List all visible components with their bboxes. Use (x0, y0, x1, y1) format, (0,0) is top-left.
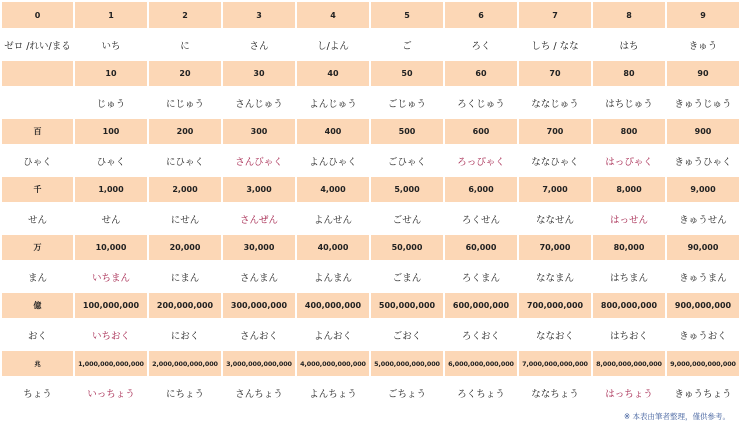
number-cell: 3,000,000,000,000 (223, 351, 295, 376)
reading-cell: はっちょう (593, 378, 665, 407)
reading-cell: よんひゃく (297, 146, 369, 175)
reading-cell: いちまん (75, 262, 147, 291)
reading-cell: ごちょう (371, 378, 443, 407)
reading-row (2, 146, 739, 175)
reading-cell: にせん (149, 204, 221, 233)
number-cell: 70 (519, 61, 591, 86)
number-cell: 7,000,000,000,000 (519, 351, 591, 376)
reading-cell: いち (75, 30, 147, 59)
number-cell: 700 (519, 119, 591, 144)
number-cell: 2,000 (149, 177, 221, 202)
number-cell: 7,000 (519, 177, 591, 202)
reading-cell: ひゃく (75, 146, 147, 175)
number-row (2, 2, 739, 28)
reading-row (2, 262, 739, 291)
number-cell: 7 (519, 2, 591, 28)
number-cell: 6,000,000,000,000 (445, 351, 517, 376)
reading-cell: に (149, 30, 221, 59)
reading-cell: はっせん (593, 204, 665, 233)
reading-cell: ごまん (371, 262, 443, 291)
number-cell: 100,000,000 (75, 293, 147, 318)
reading-cell: よんちょう (297, 378, 369, 407)
number-cell: 500,000,000 (371, 293, 443, 318)
reading-cell: ななおく (519, 320, 591, 349)
reading-cell: にひゃく (149, 146, 221, 175)
reading-row (2, 204, 739, 233)
reading-cell: いっちょう (75, 378, 147, 407)
number-row (2, 119, 739, 144)
reading-cell: よんじゅう (297, 88, 369, 117)
reading-cell: きゅうおく (667, 320, 739, 349)
reading-cell: ろく (445, 30, 517, 59)
number-cell: 30,000 (223, 235, 295, 260)
number-cell: 9,000 (667, 177, 739, 202)
reading-cell: ななちょう (519, 378, 591, 407)
reading-cell: ななまん (519, 262, 591, 291)
number-cell: 600 (445, 119, 517, 144)
number-cell: 20 (149, 61, 221, 86)
reading-cell: におく (149, 320, 221, 349)
number-cell: 80 (593, 61, 665, 86)
number-cell: 600,000,000 (445, 293, 517, 318)
number-row (2, 177, 739, 202)
reading-cell: ろくおく (445, 320, 517, 349)
number-cell: 40 (297, 61, 369, 86)
reading-cell: よんまん (297, 262, 369, 291)
number-cell: 4,000,000,000,000 (297, 351, 369, 376)
reading-cell: ななじゅう (519, 88, 591, 117)
unit-header-cell: 百 (2, 119, 73, 144)
number-cell: 30 (223, 61, 295, 86)
number-cell: 700,000,000 (519, 293, 591, 318)
unit-header-cell: 千 (2, 177, 73, 202)
number-cell: 1,000,000,000,000 (75, 351, 147, 376)
number-cell: 800 (593, 119, 665, 144)
number-cell: 70,000 (519, 235, 591, 260)
reading-cell: にじゅう (149, 88, 221, 117)
number-cell: 400 (297, 119, 369, 144)
unit-reading-cell: まん (2, 262, 73, 291)
number-cell: 1 (75, 2, 147, 28)
number-cell: 3,000 (223, 177, 295, 202)
reading-row (2, 320, 739, 349)
unit-reading-cell: おく (2, 320, 73, 349)
number-cell: 5,000,000,000,000 (371, 351, 443, 376)
number-cell: 4 (297, 2, 369, 28)
reading-cell: はち (593, 30, 665, 59)
number-cell: 10 (75, 61, 147, 86)
footnote: ※ 本表由筆者整理，僅供參考。 (623, 412, 730, 421)
unit-reading-cell: ひゃく (2, 146, 73, 175)
reading-cell: さん (223, 30, 295, 59)
number-cell: 90 (667, 61, 739, 86)
number-cell: 50 (371, 61, 443, 86)
unit-reading-cell: せん (2, 204, 73, 233)
number-cell: 60,000 (445, 235, 517, 260)
number-cell: 100 (75, 119, 147, 144)
number-cell: 300,000,000 (223, 293, 295, 318)
reading-cell: にまん (149, 262, 221, 291)
reading-cell: きゅうちょう (667, 378, 739, 407)
number-cell: 2 (149, 2, 221, 28)
number-cell: 200,000,000 (149, 293, 221, 318)
number-cell: 6,000 (445, 177, 517, 202)
reading-cell: はちじゅう (593, 88, 665, 117)
number-cell: 60 (445, 61, 517, 86)
number-cell: 2,000,000,000,000 (149, 351, 221, 376)
number-cell: 1,000 (75, 177, 147, 202)
number-cell: 40,000 (297, 235, 369, 260)
number-cell: 300 (223, 119, 295, 144)
reading-cell: ろっぴゃく (445, 146, 517, 175)
reading-cell: ろくじゅう (445, 88, 517, 117)
number-cell: 8 (593, 2, 665, 28)
reading-cell: さんまん (223, 262, 295, 291)
unit-header-cell: 兆 (2, 351, 73, 376)
unit-reading-cell: ゼロ /れい/まる (2, 30, 73, 59)
number-cell: 90,000 (667, 235, 739, 260)
number-cell: 5 (371, 2, 443, 28)
reading-row (2, 88, 739, 117)
reading-cell: ごひゃく (371, 146, 443, 175)
reading-row (2, 378, 739, 407)
reading-cell: さんびゃく (223, 146, 295, 175)
number-row (2, 235, 739, 260)
reading-cell: ごじゅう (371, 88, 443, 117)
number-cell: 10,000 (75, 235, 147, 260)
number-cell: 900 (667, 119, 739, 144)
unit-reading-cell: ちょう (2, 378, 73, 407)
reading-cell: さんじゅう (223, 88, 295, 117)
unit-header-cell: 億 (2, 293, 73, 318)
reading-row (2, 30, 739, 59)
reading-cell: ご (371, 30, 443, 59)
reading-cell: ななひゃく (519, 146, 591, 175)
number-cell: 3 (223, 2, 295, 28)
reading-cell: ごおく (371, 320, 443, 349)
number-cell: 8,000,000,000,000 (593, 351, 665, 376)
reading-cell: ろくちょう (445, 378, 517, 407)
reading-cell: せん (75, 204, 147, 233)
reading-cell: じゅう (75, 88, 147, 117)
reading-cell: きゅうひゃく (667, 146, 739, 175)
reading-cell: しち / なな (519, 30, 591, 59)
number-cell: 20,000 (149, 235, 221, 260)
reading-cell: きゅうせん (667, 204, 739, 233)
reading-cell: きゅうじゅう (667, 88, 739, 117)
unit-reading-cell (2, 88, 73, 117)
reading-cell: はちまん (593, 262, 665, 291)
reading-cell: にちょう (149, 378, 221, 407)
reading-cell: さんぜん (223, 204, 295, 233)
unit-header-cell (2, 61, 73, 86)
reading-cell: きゅうまん (667, 262, 739, 291)
number-row (2, 61, 739, 86)
reading-cell: いちおく (75, 320, 147, 349)
number-cell: 900,000,000 (667, 293, 739, 318)
number-cell: 8,000 (593, 177, 665, 202)
reading-cell: よんせん (297, 204, 369, 233)
reading-cell: ごせん (371, 204, 443, 233)
number-cell: 80,000 (593, 235, 665, 260)
number-cell: 200 (149, 119, 221, 144)
number-cell: 400,000,000 (297, 293, 369, 318)
reading-cell: さんおく (223, 320, 295, 349)
number-cell: 500 (371, 119, 443, 144)
number-cell: 50,000 (371, 235, 443, 260)
reading-cell: ろくせん (445, 204, 517, 233)
reading-cell: はちおく (593, 320, 665, 349)
number-cell: 5,000 (371, 177, 443, 202)
reading-cell: きゅう (667, 30, 739, 59)
unit-header-cell: 0 (2, 2, 73, 28)
number-cell: 6 (445, 2, 517, 28)
number-row (2, 351, 739, 376)
reading-cell: よんおく (297, 320, 369, 349)
unit-header-cell: 万 (2, 235, 73, 260)
reading-cell: はっぴゃく (593, 146, 665, 175)
number-cell: 9 (667, 2, 739, 28)
reading-cell: し/よん (297, 30, 369, 59)
number-cell: 9,000,000,000,000 (667, 351, 739, 376)
reading-cell: さんちょう (223, 378, 295, 407)
number-row (2, 293, 739, 318)
reading-cell: ろくまん (445, 262, 517, 291)
number-cell: 4,000 (297, 177, 369, 202)
reading-cell: ななせん (519, 204, 591, 233)
number-cell: 800,000,000 (593, 293, 665, 318)
